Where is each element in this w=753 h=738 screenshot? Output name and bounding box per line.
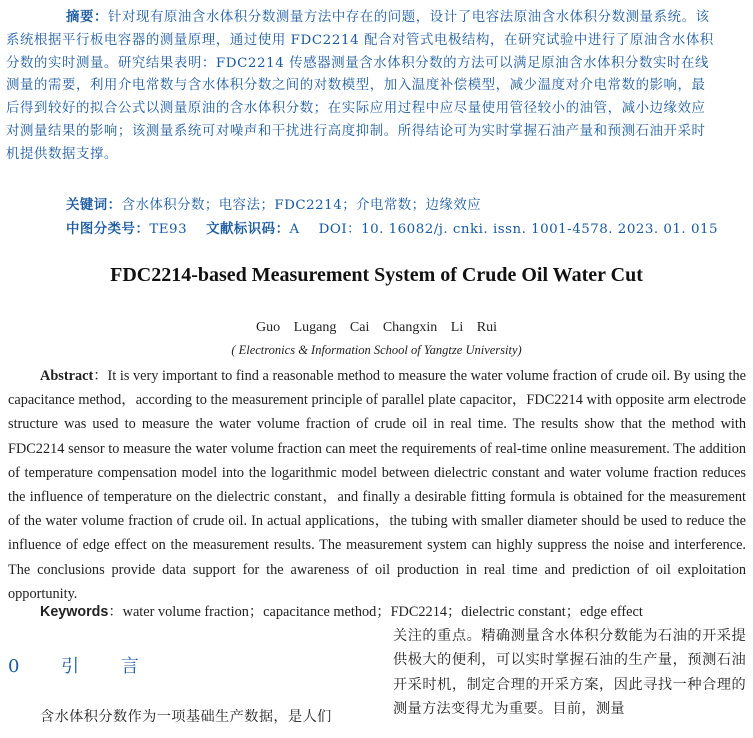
author-name: Cai Changxin [349, 320, 438, 335]
classification-line [66, 218, 718, 237]
english-abstract-label: Abstract [40, 368, 94, 384]
chinese-keywords [66, 194, 481, 213]
section-heading: 0 引 言 [8, 656, 157, 677]
clc-label: 中图分类号： [66, 221, 150, 237]
affiliation: ( Electronics & Information School of Yangtze University) [231, 343, 522, 357]
english-abstract [8, 364, 746, 606]
english-keywords-text: ：water volume fraction；capacitance method；FDC2214；dielectric constant；edge effect [108, 604, 643, 620]
english-keywords [40, 601, 643, 621]
chinese-abstract [6, 6, 718, 167]
doi-label: DOI： [318, 222, 362, 237]
english-title: FDC2214-based Measurement System of Crude Oil Water Cut [110, 264, 643, 286]
chinese-abstract-label: 摘要： [66, 9, 108, 25]
doc-code-value: A [289, 222, 300, 237]
english-abstract-text: It is very important to find a reasonable method to measure the water volume fraction of crude oil. By using the capacitance method，according to the measurement principle of parallel plate capacitor，FDC2214 with opposite arm electrode structure was used to measure the water volume fraction of crude oil in real time. The results show that the method with FDC2214 sensor to measure the water volume fraction can meet the requirements of real-time online measurement. The addition of temperature compensation model into the logarithmic model between dielectric constant and water volume fraction reduces the influence of temperature on the dielectric constant，and finally a desirable fitting formula is obtained for the measurement of the water volume fraction of crude oil. In actual applications，the tubing with smaller diameter should be used to reduce the influence of edge effect on the measurement results. The measurement system can highly suppress the noise and interference. The conclusions provide data support for the awareness of oil production in real time and prediction of oil exploitation opportunity. [8, 368, 746, 602]
chinese-abstract-text: 针对现有原油含水体积分数测量方法中存在的问题，设计了电容法原油含水体积分数测量系统。该系统根据平行板电容器的测量原理，通过使用 FDC2214 配合对管式电极结构，在研究试验中进行了原油含水体积分数的实时测量。研究结果表明：FDC2214 传感器测量含水体积分数的方法可以满足原油含水体积分数实时在线测量的需要，利用介电常数与含水体积分数之间的对数模型，加入温度补偿模型，减少温度对介电常数的影响，最后得到较好的拟合公式以测量原油的含水体积分数；在实际应用过程中应尽量使用管径较小的油管，减小边缘效应对测量结果的影响；该测量系统可对噪声和干扰进行高度抑制。所得结论可为实时掌握石油产量和预测石油开采时机提供数据支撑。 [6, 10, 714, 162]
doi-value: 10. 16082/j. cnki. issn. 1001-4578. 2023. 01. 015 [361, 222, 718, 237]
author-name: Li Rui [450, 320, 497, 335]
body-left-column: 含水体积分数作为一项基础生产数据，是人们 [40, 709, 332, 725]
author-name: Guo Lugang [256, 320, 337, 335]
doc-code-label: 文献标识码： [206, 221, 290, 237]
english-keywords-label: Keywords [40, 604, 109, 620]
author-list [0, 320, 753, 336]
chinese-keywords-label: 关键词： [66, 197, 122, 213]
english-abstract-separator: ： [93, 368, 108, 384]
chinese-keywords-text: 含水体积分数；电容法；FDC2214；介电常数；边缘效应 [121, 198, 482, 213]
clc-value: TE93 [149, 222, 188, 237]
body-right-column: 关注的重点。精确测量含水体积分数能为石油的开采提供极大的便利，可以实时掌握石油的生产量，预测石油开采时机，制定合理的开采方案，因此寻找一种合理的测量方法变得尤为重要。目前，测量 [393, 628, 746, 718]
